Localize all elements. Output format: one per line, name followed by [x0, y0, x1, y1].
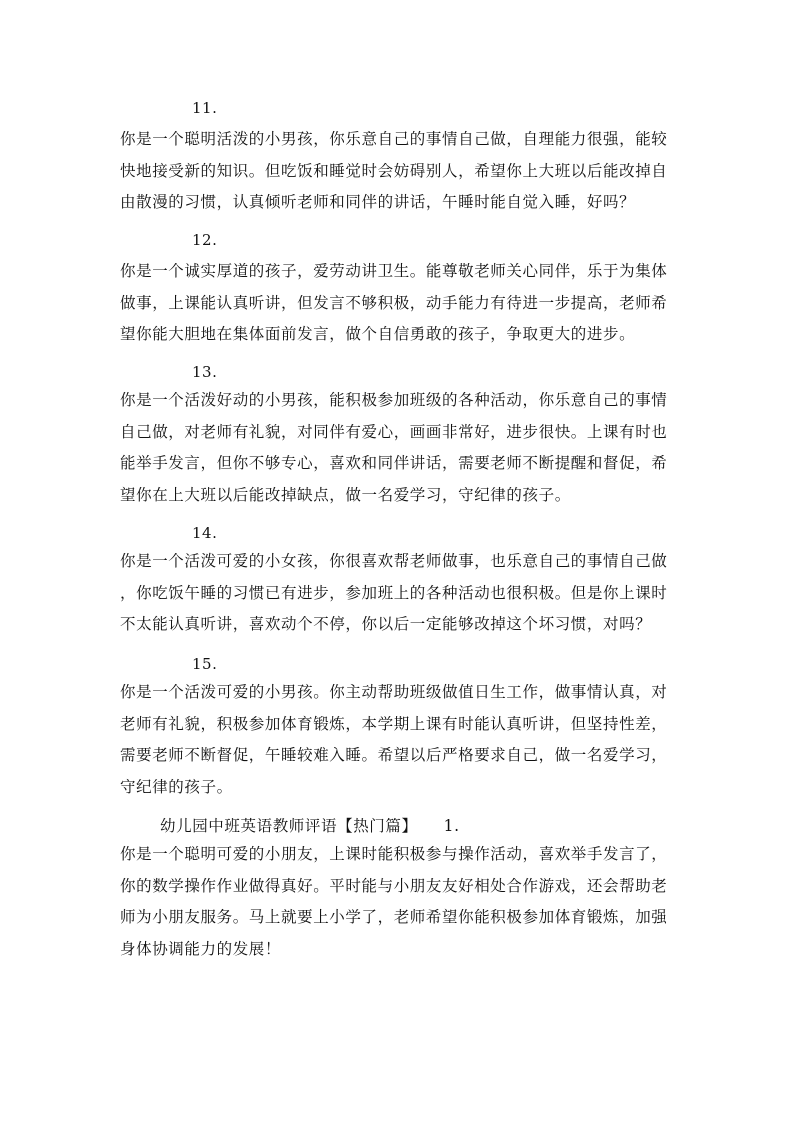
item-paragraph	[120, 256, 680, 351]
item-paragraph	[120, 677, 680, 803]
paragraph-line: 你是一个活泼可爱的小女孩，你很喜欢帮老师做事，也乐意自己的事情自己做	[120, 552, 668, 570]
paragraph-line: 你是一个活泼可爱的小男孩。你主动帮助班级做值日生工作，做事情认真，对	[120, 683, 668, 701]
paragraph-line: 守纪律的孩子。	[120, 777, 233, 796]
paragraph-line: 不太能认真听讲，喜欢动个不停，你以后一定能够改掉这个坏习惯，对吗？	[120, 615, 652, 633]
paragraph-line: 你的数学操作作业做得真好。平时能与小朋友友好相处合作游戏，还会帮助老	[120, 876, 668, 895]
item-number: 12.	[192, 231, 218, 249]
paragraph-line: 需要老师不断督促，午睡较难入睡。希望以后严格要求自己，做一名爱学习，	[120, 746, 668, 764]
paragraph-line: 快地接受新的知识。但吃饭和睡觉时会妨碍别人，希望你上大班以后能改掉自	[120, 161, 668, 180]
paragraph-line: 你是一个诚实厚道的孩子，爱劳动讲卫生。能尊敬老师关心同伴，乐于为集体	[120, 262, 668, 280]
item-number: 14.	[192, 524, 218, 542]
item-number: 13.	[192, 363, 218, 381]
item-paragraph	[120, 546, 680, 641]
paragraph-line: 身体协调能力的发展！	[120, 939, 282, 958]
paragraph-line: ，你吃饭午睡的习惯已有进步，参加班上的各种活动也很积极。但是你上课时	[120, 583, 668, 602]
paragraph-line: 你是一个聪明可爱的小朋友，上课时能积极参与操作活动，喜欢举手发言了，	[120, 845, 668, 863]
section-heading-row	[160, 814, 460, 838]
paragraph-line: 自己做，对老师有礼貌，对同伴有爱心，画画非常好，进步很快。上课有时也	[120, 422, 668, 441]
paragraph-line: 你是一个聪明活泼的小男孩，你乐意自己的事情自己做，自理能力很强，能较	[120, 130, 668, 148]
paragraph-line: 师为小朋友服务。马上就要上小学了，老师希望你能积极参加体育锻炼，加强	[120, 908, 668, 926]
paragraph-line: 能举手发言，但你不够专心，喜欢和同伴讲话，需要老师不断提醒和督促，希	[120, 454, 668, 472]
paragraph-line: 望你在上大班以后能改掉缺点，做一名爱学习，守纪律的孩子。	[120, 485, 571, 504]
paragraph-line: 望你能大胆地在集体面前发言，做个自信勇敢的孩子，争取更大的进步。	[120, 325, 636, 343]
item-number: 11.	[192, 99, 218, 117]
item-number: 15.	[192, 655, 218, 673]
paragraph-line: 由散漫的习惯，认真倾听老师和同伴的讲话，午睡时能自觉入睡，好吗？	[120, 193, 636, 211]
item-paragraph	[120, 124, 680, 219]
item-paragraph	[120, 839, 680, 965]
item-paragraph	[120, 385, 680, 511]
item-number: 1.	[443, 817, 460, 835]
paragraph-line: 做事，上课能认真听讲，但发言不够积极，动手能力有待进一步提高，老师希	[120, 293, 668, 312]
paragraph-line: 老师有礼貌，积极参加体育锻炼，本学期上课有时能认真听讲，但坚持性差，	[120, 714, 668, 733]
section-heading: 幼儿园中班英语教师评语【热门篇】	[160, 817, 418, 835]
paragraph-line: 你是一个活泼好动的小男孩，能积极参加班级的各种活动，你乐意自己的事情	[120, 391, 668, 409]
